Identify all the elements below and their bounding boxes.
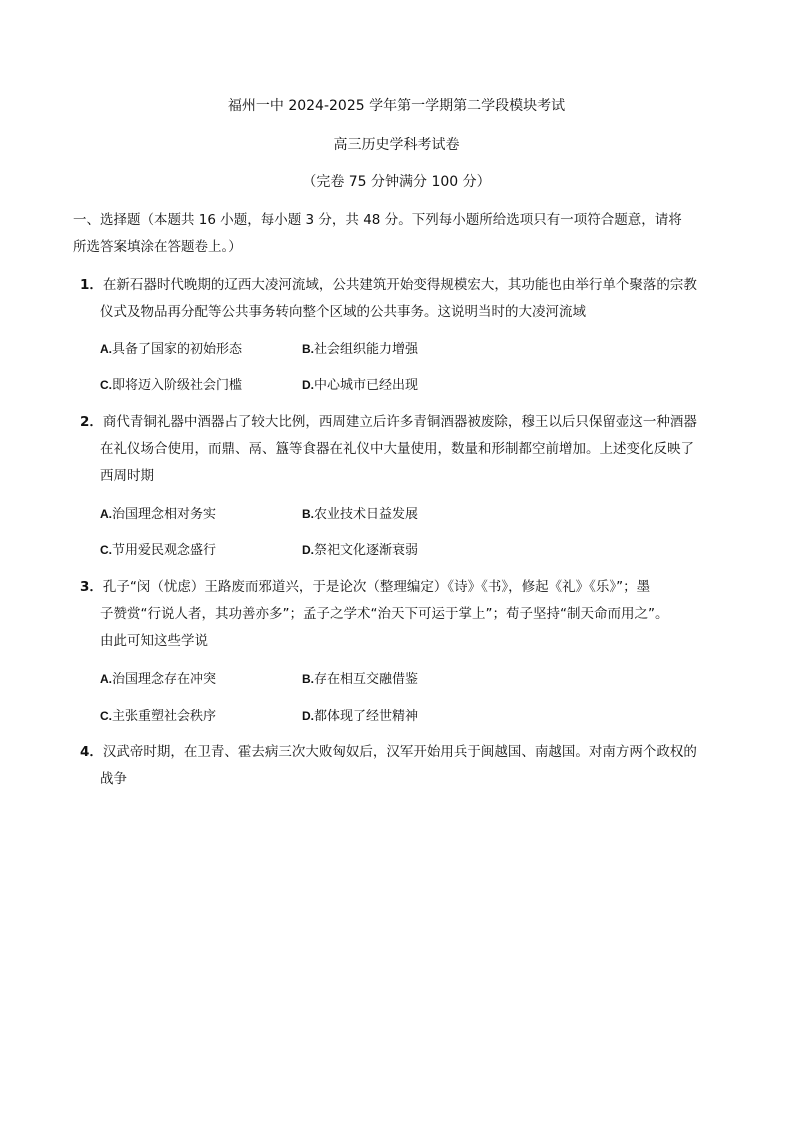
- question-text: 商代青铜礼器中酒器占了较大比例，西周建立后许多青铜酒器被废除，穆王以后只保留壶这一种酒器: [102, 414, 697, 430]
- question-text: 在礼仪场合使用，而鼎、鬲、簋等食器在礼仪中大量使用，数量和形制都空前增加。上述变化反映了: [100, 441, 694, 457]
- option-b: B.农业技术日益发展: [302, 507, 419, 522]
- option-b: B.社会组织能力增强: [302, 342, 419, 357]
- question-number: 3．: [80, 579, 103, 595]
- option-d: D.都体现了经世精神: [302, 709, 419, 724]
- question-text: 西周时期: [100, 468, 154, 484]
- question-number: 2．: [80, 414, 103, 430]
- exam-subtitle: 高三历史学科考试卷: [333, 137, 460, 153]
- option-a: A.具备了国家的初始形态: [100, 342, 243, 357]
- question-text: 战争: [100, 771, 127, 787]
- question-text: 孔子“闵（忧虑）王路废而邪道兴，于是论次（整理编定）《诗》《书》，修起《礼》《乐》”；墨: [102, 579, 651, 595]
- option-d: D.祭祀文化逐渐衰弱: [302, 543, 419, 558]
- option-a: A.治国理念相对务实: [100, 507, 217, 522]
- option-c: C.节用爱民观念盛行: [100, 543, 217, 558]
- option-c: C.即将迈入阶级社会门槛: [100, 378, 243, 393]
- option-c: C.主张重塑社会秩序: [100, 709, 217, 724]
- question-text: 子赞赏“行说人者，其功善亦多”；孟子之学术“治天下可运于掌上”；荀子坚持“制天命而用之”。: [100, 606, 669, 622]
- question-text: 由此可知这些学说: [100, 633, 208, 649]
- question-text: 仪式及物品再分配等公共事务转向整个区域的公共事务。这说明当时的大凌河流域: [100, 304, 586, 320]
- option-d: D.中心城市已经出现: [302, 378, 419, 393]
- exam-time-score: （完卷 75 分钟满分 100 分）: [302, 174, 491, 190]
- question-text: 汉武帝时期，在卫青、霍去病三次大败匈奴后，汉军开始用兵于闽越国、南越国。对南方两个政权的: [102, 744, 697, 760]
- section-instructions-line1: 一、选择题（本题共 16 小题，每小题 3 分，共 48 分。下列每小题所给选项只有一项符合题意，请将: [73, 212, 682, 228]
- option-b: B.存在相互交融借鉴: [302, 672, 419, 687]
- question-number: 4．: [80, 744, 103, 760]
- question-text: 在新石器时代晚期的辽西大凌河流域，公共建筑开始变得规模宏大，其功能也由举行单个聚落的宗教: [102, 277, 697, 293]
- option-a: A.治国理念存在冲突: [100, 672, 217, 687]
- exam-title: 福州一中 2024-2025 学年第一学期第二学段模块考试: [227, 98, 566, 114]
- question-number: 1．: [80, 277, 103, 293]
- section-instructions-line2: 所选答案填涂在答题卷上。）: [73, 239, 242, 255]
